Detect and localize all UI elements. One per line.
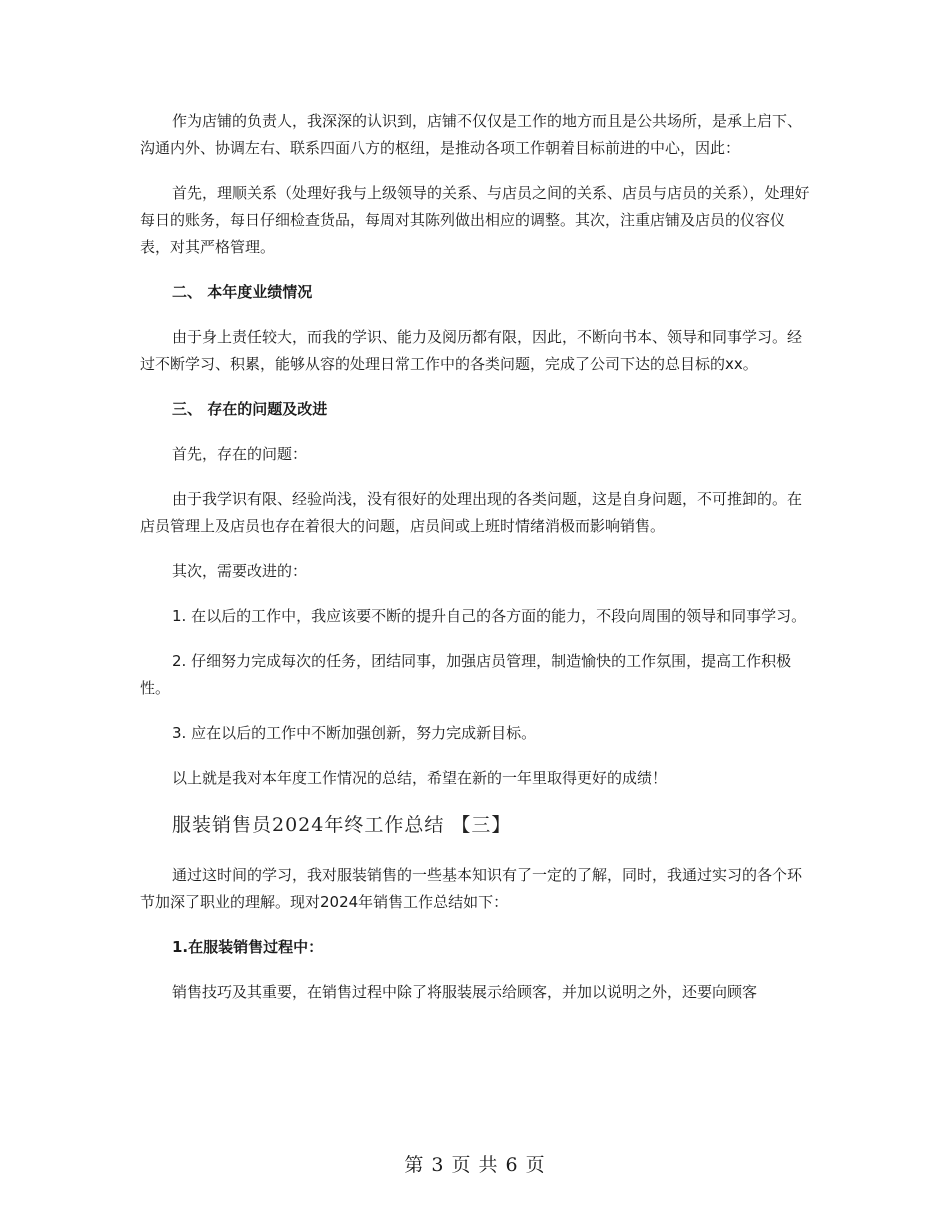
- list-item: 1. 在以后的工作中，我应该要不断的提升自己的各方面的能力，不段向周围的领导和同事学习。: [172, 607, 807, 625]
- list-item: 2. 仔细努力完成每次的任务，团结同事，加强店员管理，制造愉快的工作氛围，提高工作积极性。: [140, 652, 792, 697]
- document-body: [140, 108, 810, 1024]
- paragraph: 以上就是我对本年度工作情况的总结，希望在新的一年里取得更好的成绩！: [172, 769, 668, 787]
- page-number-footer: 第 3 页 共 6 页: [404, 1154, 546, 1176]
- paragraph: 销售技巧及其重要，在销售过程中除了将服装展示给顾客，并加以说明之外，还要向顾客: [172, 983, 758, 1001]
- section-heading: 三、 存在的问题及改进: [172, 400, 328, 418]
- section-heading: 二、 本年度业绩情况: [172, 283, 313, 301]
- document-section-title: 服装销售员2024年终工作总结 【三】: [172, 814, 512, 836]
- paragraph: 首先，理顺关系（处理好我与上级领导的关系、与店员之间的关系、店员与店员的关系），处理好每日的账务，每日仔细检查货品，每周对其陈列做出相应的调整。其次，注重店铺及店员的仪容仪表，对其严格管理。: [140, 184, 810, 256]
- paragraph: 其次，需要改进的：: [172, 562, 308, 580]
- paragraph: 由于身上责任较大，而我的学识、能力及阅历都有限，因此，不断向书本、领导和同事学习。经过不断学习、积累，能够从容的处理日常工作中的各类问题，完成了公司下达的总目标的xx。: [140, 328, 803, 373]
- paragraph: 首先，存在的问题：: [172, 445, 308, 463]
- list-item: 3. 应在以后的工作中不断加强创新，努力完成新目标。: [172, 724, 537, 742]
- subsection-heading: 1.在服装销售过程中：: [172, 938, 324, 956]
- paragraph: 通过这时间的学习，我对服装销售的一些基本知识有了一定的了解，同时，我通过实习的各个环节加深了职业的理解。现对2024年销售工作总结如下：: [140, 866, 803, 911]
- paragraph: 作为店铺的负责人，我深深的认识到，店铺不仅仅是工作的地方而且是公共场所，是承上启下、沟通内外、协调左右、联系四面八方的枢纽，是推动各项工作朝着目标前进的中心，因此：: [140, 112, 803, 157]
- paragraph: 由于我学识有限、经验尚浅，没有很好的处理出现的各类问题，这是自身问题，不可推卸的。在店员管理上及店员也存在着很大的问题，店员间或上班时情绪消极而影响销售。: [140, 490, 803, 535]
